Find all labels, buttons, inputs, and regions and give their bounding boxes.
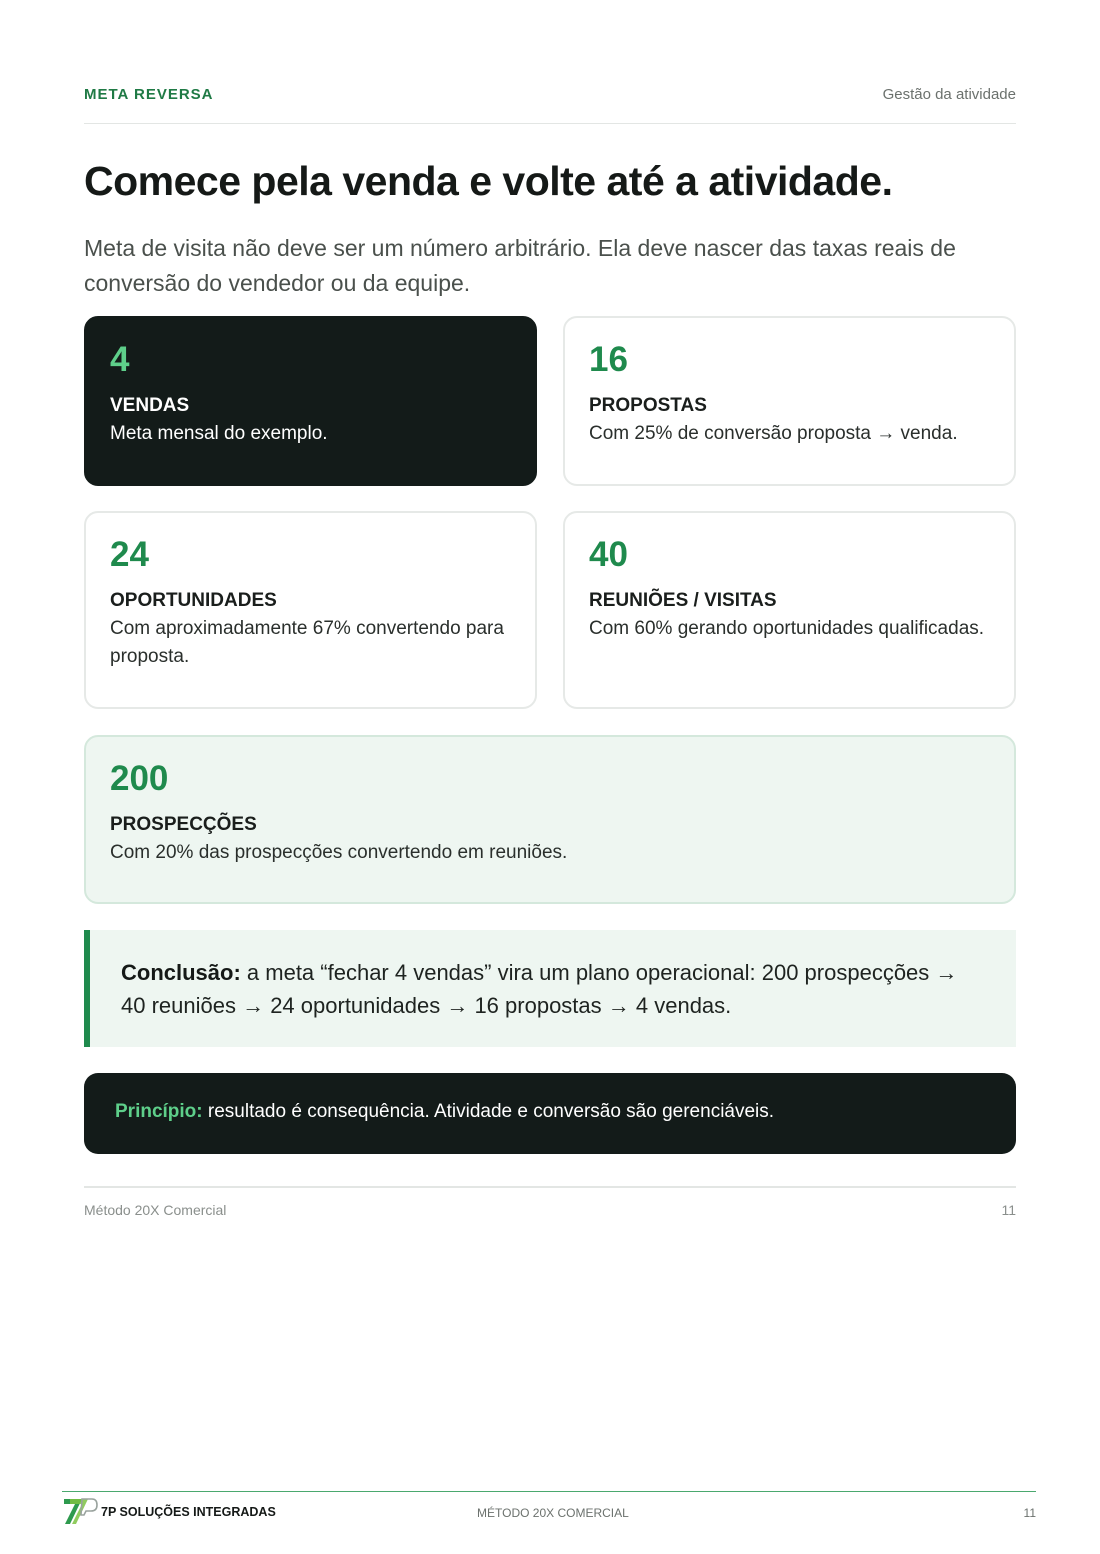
- metric-label: VENDAS: [110, 395, 190, 416]
- metric-card-oportunidades: [84, 511, 537, 709]
- metric-description: Com 25% de conversão proposta → venda.: [589, 423, 958, 444]
- conclusion-callout: [84, 930, 1016, 1047]
- section-name: Gestão da atividade: [882, 86, 1016, 103]
- metric-number: 40: [589, 535, 628, 574]
- brand-name: 7P SOLUÇÕES INTEGRADAS: [101, 1505, 276, 1519]
- page-title: Comece pela venda e volte até a atividade.: [84, 158, 893, 204]
- metric-label: PROSPECÇÕES: [110, 814, 257, 835]
- metric-number: 16: [589, 340, 628, 379]
- metric-card-vendas: [84, 316, 537, 486]
- lead-paragraph: Meta de visita não deve ser um número arbitrário. Ela deve nascer das taxas reais de conversão do vendedor ou da equipe.: [84, 235, 956, 296]
- page-header: [84, 86, 1016, 124]
- metric-number: 200: [110, 759, 169, 798]
- footer-divider: [84, 1186, 1016, 1188]
- metric-card-reunioes: [563, 511, 1016, 709]
- principle-banner: [84, 1073, 1016, 1154]
- bottom-divider: [62, 1491, 1036, 1492]
- metric-description: Com 20% das prospecções convertendo em reuniões.: [110, 842, 568, 863]
- section-kicker: META REVERSA: [84, 86, 214, 103]
- principle-text: resultado é consequência. Atividade e conversão são gerenciáveis.: [202, 1101, 775, 1122]
- metric-description: Meta mensal do exemplo.: [110, 423, 328, 444]
- bottom-doc-title: MÉTODO 20X COMERCIAL: [477, 1506, 629, 1520]
- conclusion-text: a meta “fechar 4 vendas” vira um plano operacional: 200 prospecções → 40 reuniões → 24 oportunidades → 16 propostas → 4 vendas.: [121, 960, 958, 1018]
- metric-card-propostas: [563, 316, 1016, 486]
- footer-page-number: 11: [1001, 1202, 1016, 1218]
- metric-number: 24: [110, 535, 149, 574]
- metric-label: OPORTUNIDADES: [110, 590, 277, 611]
- metric-label: REUNIÕES / VISITAS: [589, 590, 777, 611]
- metric-number: 4: [110, 340, 130, 379]
- metric-description: Com aproximadamente 67% convertendo para proposta.: [110, 618, 504, 667]
- footer-doc-title: Método 20X Comercial: [84, 1202, 227, 1218]
- metric-description: Com 60% gerando oportunidades qualificadas.: [589, 618, 985, 639]
- bottom-page-number: 11: [1023, 1506, 1036, 1520]
- metric-label: PROPOSTAS: [589, 395, 707, 416]
- metric-card-prospeccoes: [84, 735, 1016, 904]
- principle-lead: Princípio:: [115, 1101, 203, 1122]
- conclusion-lead: Conclusão:: [121, 960, 241, 985]
- 7p-logo-icon: [62, 1496, 98, 1526]
